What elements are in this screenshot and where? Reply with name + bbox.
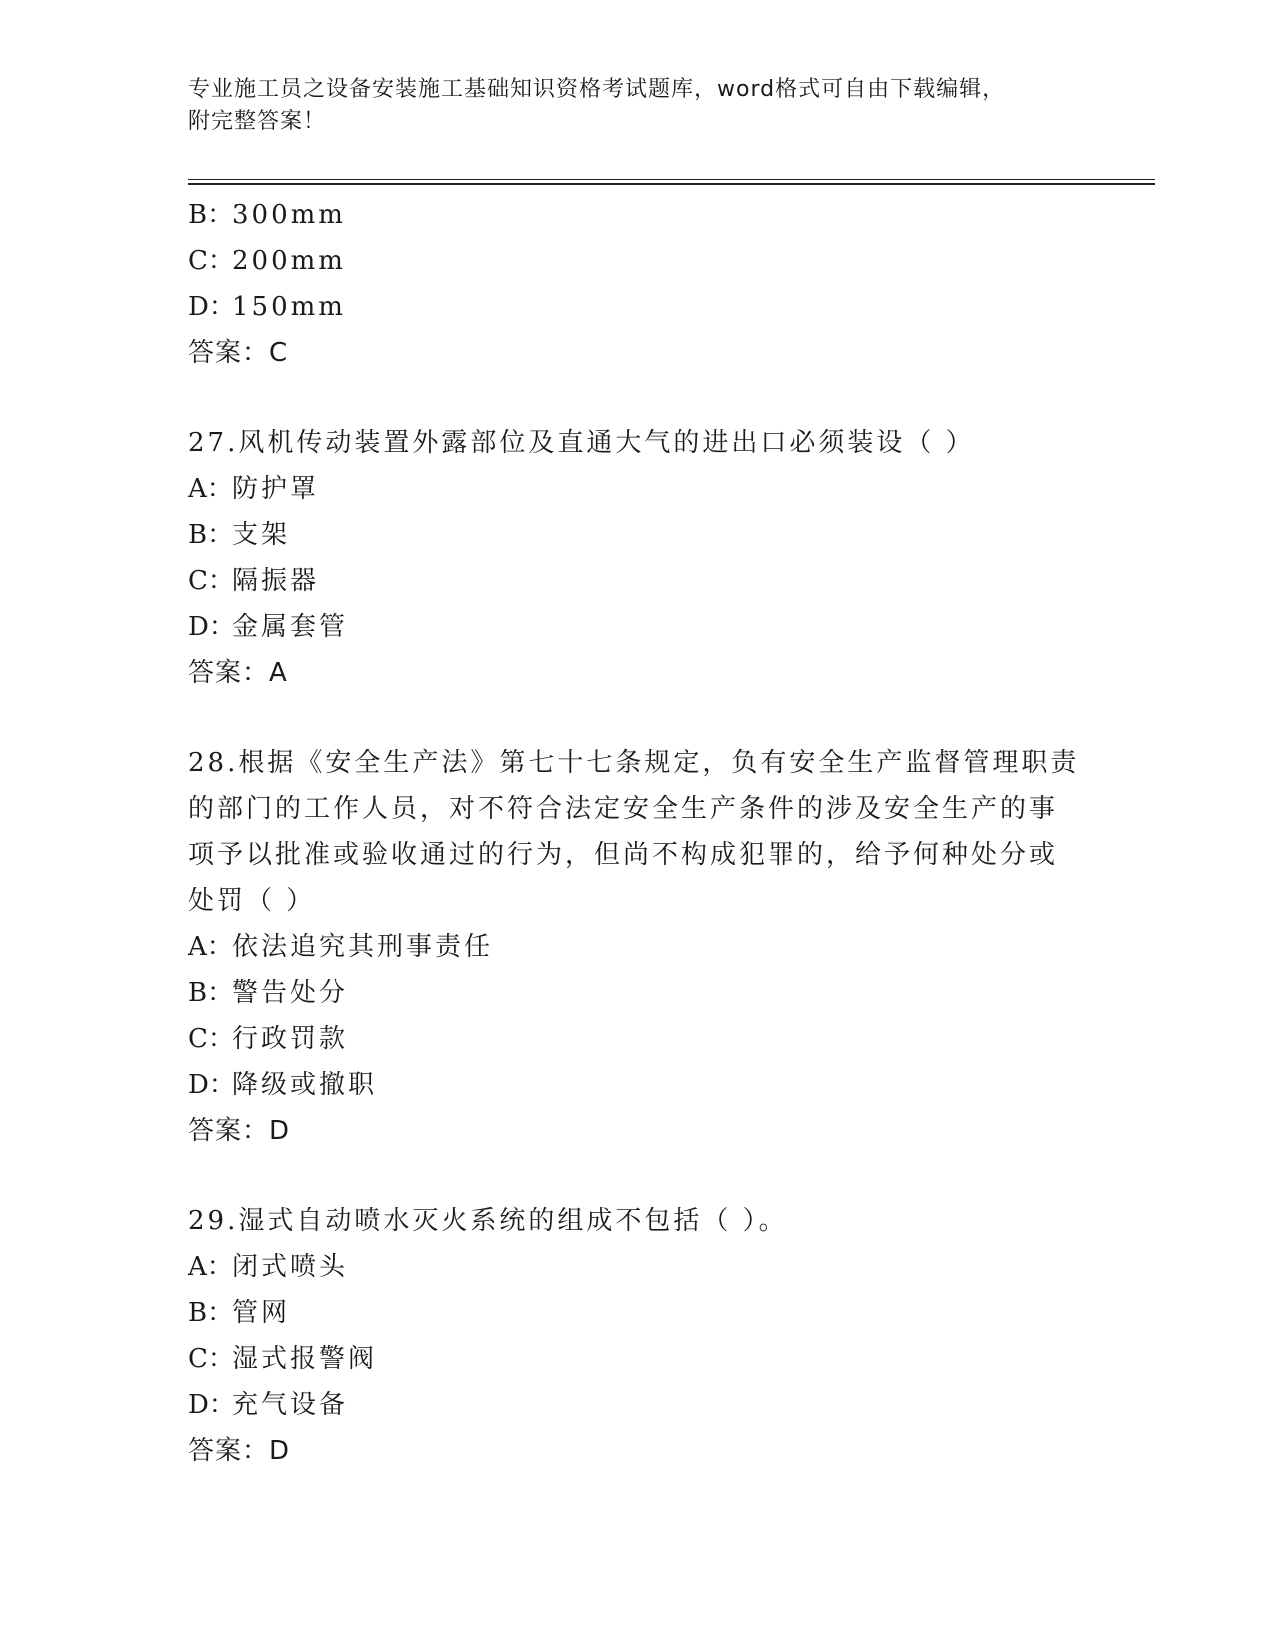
question-stem-line: 项予以批准或验收通过的行为，但尚不构成犯罪的，给予何种处分或 <box>188 840 1059 870</box>
option-text: 200mm <box>232 246 346 276</box>
option-text: 闭式喷头 <box>232 1252 349 1282</box>
option-label: C： <box>188 246 234 276</box>
question-list <box>188 192 1088 1474</box>
option-text: 行政罚款 <box>232 1024 349 1054</box>
option-d <box>188 604 1088 650</box>
option-label: C： <box>188 566 234 596</box>
option-b <box>188 512 1088 558</box>
option-d <box>188 1062 1088 1108</box>
option-text: 150mm <box>232 292 346 322</box>
option-c <box>188 1336 1088 1382</box>
option-text: 隔振器 <box>232 566 320 596</box>
question-stem-line: 29.湿式自动喷水灭火系统的组成不包括（ ）。 <box>188 1206 788 1236</box>
option-text: 防护罩 <box>232 474 320 504</box>
option-label: B： <box>188 978 234 1008</box>
question-stem <box>188 420 1088 466</box>
option-c <box>188 1016 1088 1062</box>
option-c <box>188 558 1088 604</box>
option-label: A： <box>188 932 233 962</box>
option-label: A： <box>188 1252 233 1282</box>
option-text: 支架 <box>232 520 291 550</box>
option-text: 金属套管 <box>232 612 349 642</box>
option-text: 降级或撤职 <box>232 1070 378 1100</box>
option-label: A： <box>188 474 233 504</box>
option-label: D： <box>188 1070 235 1100</box>
answer-line: 答案：A <box>188 658 288 688</box>
question-stem-line: 处罚（ ） <box>188 886 316 916</box>
option-text: 依法追究其刑事责任 <box>232 932 494 962</box>
answer-line: 答案：C <box>188 338 289 368</box>
header-rule-thin <box>188 179 1155 180</box>
option-label: C： <box>188 1344 234 1374</box>
option-label: C： <box>188 1024 234 1054</box>
option-label: D： <box>188 612 235 642</box>
option-text: 湿式报警阀 <box>232 1344 378 1374</box>
option-text: 充气设备 <box>232 1390 349 1420</box>
option-label: B： <box>188 1298 234 1328</box>
question-29 <box>188 1198 1088 1474</box>
answer-line: 答案：D <box>188 1436 291 1466</box>
option-label: B： <box>188 520 234 550</box>
option-label: D： <box>188 292 235 322</box>
option-a <box>188 466 1088 512</box>
question-stem-line: 的部门的工作人员，对不符合法定安全生产条件的涉及安全生产的事 <box>188 794 1059 824</box>
option-d <box>188 1382 1088 1428</box>
question-stem <box>188 1198 1088 1244</box>
header-line-2: 附完整答案！ <box>188 109 327 134</box>
option-d <box>188 284 1088 330</box>
header-rule-thick <box>188 183 1155 185</box>
answer-line: 答案：D <box>188 1116 291 1146</box>
option-text: 300mm <box>232 200 346 230</box>
option-text: 管网 <box>232 1298 291 1328</box>
question-stem-line: 28.根据《安全生产法》第七十七条规定，负有安全生产监督管理职责 <box>188 748 1080 778</box>
question-27 <box>188 420 1088 696</box>
option-c <box>188 238 1088 284</box>
question-26-continued <box>188 192 1088 376</box>
option-b <box>188 970 1088 1016</box>
header-line-1: 专业施工员之设备安装施工基础知识资格考试题库，word格式可自由下载编辑， <box>188 77 1006 102</box>
question-stem-line: 27.风机传动装置外露部位及直通大气的进出口必须装设（ ） <box>188 428 975 458</box>
option-b <box>188 192 1088 238</box>
option-a <box>188 1244 1088 1290</box>
option-label: B： <box>188 200 234 230</box>
option-label: D： <box>188 1390 235 1420</box>
option-a <box>188 924 1088 970</box>
document-header <box>188 74 1088 138</box>
option-b <box>188 1290 1088 1336</box>
question-28 <box>188 740 1088 1154</box>
question-stem <box>188 740 1088 924</box>
option-text: 警告处分 <box>232 978 349 1008</box>
